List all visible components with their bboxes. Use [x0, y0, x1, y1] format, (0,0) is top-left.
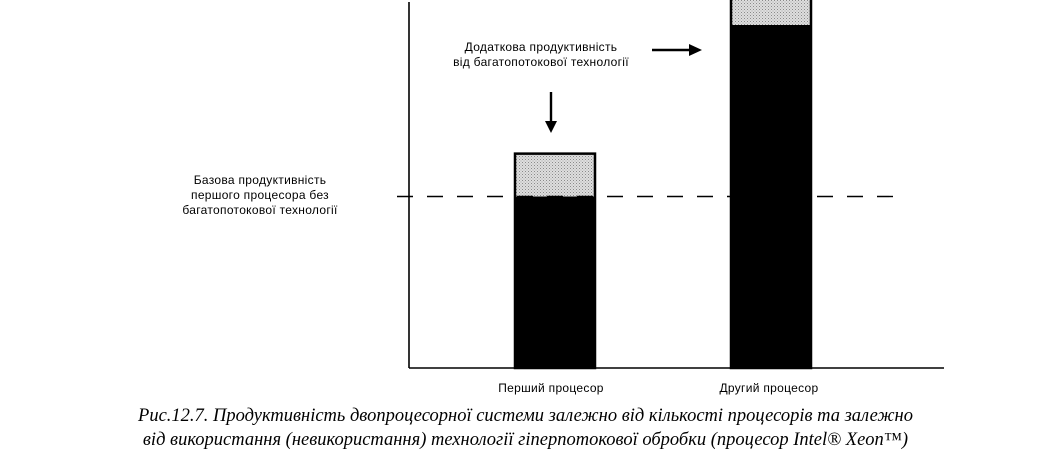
annotation-line: Базова продуктивність [193, 173, 327, 187]
annotation-line: багатопотокової технології [182, 203, 338, 217]
x-tick-label: Перший процесор [498, 381, 604, 395]
annotation-line: від багатопотокової технології [453, 55, 629, 69]
arrow-down-icon [545, 92, 557, 133]
bar-base-segment [515, 197, 595, 369]
caption-line: Рис.12.7. Продуктивність двопроцесорної системи залежно від кількості процесорів та залежно [138, 406, 913, 426]
annotation-line: першого процесора без [191, 188, 329, 202]
bar-additional-segment [731, 0, 811, 25]
annotation-additional-performance [406, 40, 676, 70]
annotation-line: Додаткова продуктивність [464, 40, 618, 54]
caption-line: від використання (невикористання) технології гіперпотокової обробки (процесор Intel® Xeon™) [142, 430, 909, 450]
bar-additional-segment [515, 154, 595, 197]
annotation-base-performance [130, 173, 390, 218]
figure-caption [0, 404, 1051, 452]
x-tick-label: Другий процесор [719, 381, 819, 395]
